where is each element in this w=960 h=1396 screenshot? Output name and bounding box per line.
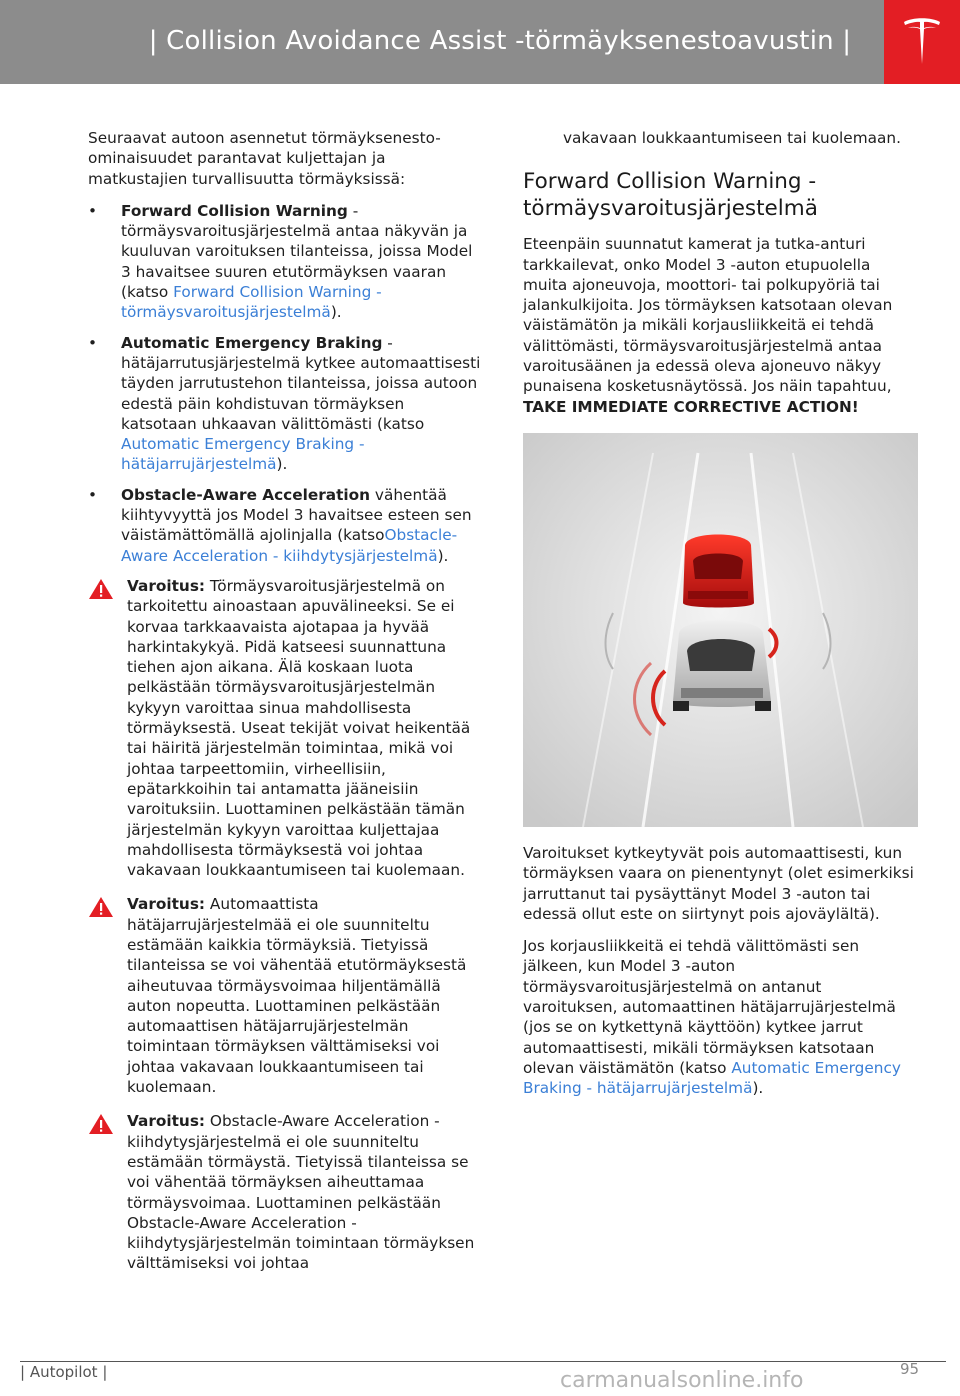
bullet-after: ). [330,303,342,322]
tesla-logo-icon [902,16,942,68]
bullet-text: - törmäysvaroitusjärjestelmä antaa näkyvän ja kuuluvan varoituksen tilanteissa, joissa Model 3 havaitsee suuren etutörmäyksen vaaran (katso [121,201,473,302]
warning-triangle-icon [88,1113,114,1140]
bullet-term: Obstacle-Aware Acceleration [121,485,371,504]
warning-label: Varoitus: [127,1112,206,1131]
right-column [523,128,918,1111]
paragraph-cameras [523,234,918,417]
warning-triangle-icon [88,578,114,605]
own-car-grey [673,620,771,711]
page-title: | Collision Avoidance Assist -törmäyksenestoavustin | [148,26,852,56]
bullet-text: - hätäjarrutusjärjestelmä kytkee automaattisesti täyden jarrutustehon tilanteissa, joissa autoon edestä päin kohdistuvan törmäyksen katsotaan uhkaavan välittömästi (katso [121,333,481,433]
continued-text: vakavaan loukkaantumiseen tai kuolemaan. [563,129,901,147]
illustration-svg [523,433,918,827]
warning-block [88,576,483,880]
link-forward-collision-warning[interactable]: Forward Collision Warning - törmäysvaroitusjärjestelmä [121,283,382,322]
lead-car-red [683,534,754,607]
bullet-after: ). [437,546,449,565]
paragraph-aeb [523,936,918,1098]
warning-block [88,894,483,1097]
warning-text: Törmäysvaroitusjärjestelmä on tarkoitettu ainoastaan apuvälineeksi. Se ei korvaa tarkkaavaista ajotapaa ja hyvää harkintakykyä. Pidä katseesi suunnattuna tiehen ajon aikana. Älä koskaan luota pelkästään törmäysvaroitusjärjestelmän kykyyn varoittaa sinua mahdollisesta törmäyksestä. Useat tekijät voivat heikentää tai häiritä järjestelmän toimintaa, mikä voi johtaa tarpeettomiin, virheellisiin, epätarkkoihin tai antamatta jääneisiin varoituksiin. Luottaminen pelkästään tämän järjestelmän kykyyn varoittaa kuljettajaa mahdollisesta törmäyksestä voi johtaa vakavaan loukkaantumiseen tai kuolemaan. [127,576,471,880]
watermark: carmanualsonline.info [560,1368,804,1393]
paragraph-text: Eteenpäin suunnatut kamerat ja tutka-anturi tarkkailevat, onko Model 3 -auton etupuolella muita ajoneuvoja, moottori- tai polkupyöriä tai jalankulkijoita. Jos törmäyksen katsotaan olevan väistämätön ja mikäli korjausliikkeitä ei tehdä välittömästi, törmäysvaroitusjärjestelmä antaa varoitusäänen ja edessä oleva ajoneuvo näkyy punaisena kosketusnäytössä. Jos näin tapahtuu, [523,235,893,396]
bullet-dot: • [88,333,98,352]
collision-warning-illustration [523,433,918,827]
warning-text: Automaattista hätäjarrujärjestelmää ei ole suunniteltu estämään kaikkia törmäyksiä. Tietyissä tilanteissa se voi vähentää etutörmäyksestä aiheutuvaa törmäysvoimaa hiljentämällä auton nopeutta. Luottaminen pelkästään automaattisen hätäjarrujärjestelmän toimintaan törmäyksen välttämiseksi voi johtaa vakavaan loukkaantumiseen tai kuolemaan. [127,895,467,1097]
link-obstacle-aware-acceleration[interactable]: Obstacle-Aware Acceleration - kiihdytysjärjestelmä [121,526,458,565]
link-automatic-emergency-braking-2[interactable]: Automatic Emergency Braking - hätäjarrujärjestelmä [523,1058,901,1098]
intro-paragraph: Seuraavat autoon asennetut törmäyksenesto-ominaisuudet parantavat kuljettajan ja matkustajien turvallisuutta törmäyksissä: [88,129,441,188]
bullet-automatic-emergency-braking [88,333,483,475]
warning-label: Varoitus: [127,895,206,914]
paragraph-text: Jos korjausliikkeitä ei tehdä välittömästi sen jälkeen, kun Model 3 -auton törmäysvaroitusjärjestelmä on antanut varoituksen, automaattinen hätäjarrujärjestelmä (jos se on kytkettynä käyttöön) kytkee jarrut automaattisesti, mikäli törmäyksen katsotaan olevan väistämätön (katso [523,937,896,1077]
warning-triangle-icon [88,896,114,923]
bullet-term: Automatic Emergency Braking [121,333,383,352]
section-heading: Forward Collision Warning - törmäysvaroitusjärjestelmä [523,169,818,222]
warning-text: Obstacle-Aware Acceleration -kiihdytysjärjestelmä ei ole suunniteltu estämään törmäystä. Tietyissä tilanteissa se voi vähentää törmäyksen aiheuttamaa törmäysvoimaa. Luottaminen pelkästään Obstacle-Aware Acceleration -kiihdytysjärjestelmän toimintaan törmäyksen välttämiseksi voi johtaa [127,1112,475,1273]
bullet-dot: • [88,485,98,504]
bullet-dot: • [88,201,98,220]
paragraph-after: ). [752,1079,764,1098]
bullet-forward-collision-warning [88,201,483,323]
paragraph-warnings-off: Varoitukset kytkeytyvät pois automaattisesti, kun törmäyksen vaara on pienentynyt (olet esimerkiksi jarruttanut tai pysäyttänyt Model 3 -auton tai edessä ollut este on siirtynyt pois ajoväylältä). [523,843,914,923]
footer-divider [20,1361,946,1362]
left-column [88,128,483,1288]
bullet-after: ). [276,455,288,474]
link-automatic-emergency-braking[interactable]: Automatic Emergency Braking -hätäjarrujärjestelmä [121,435,365,474]
logo-box [884,0,960,84]
footer-section-label: | Autopilot | [20,1363,108,1381]
bullet-text: vähentää kiihtyvyyttä jos Model 3 havaitsee esteen sen väistämättömällä ajolinjalla (katso [121,485,472,545]
warning-label: Varoitus: [127,576,206,595]
warning-block [88,1111,483,1273]
corrective-action-text: TAKE IMMEDIATE CORRECTIVE ACTION! [523,397,859,416]
bullet-obstacle-aware-acceleration [88,485,483,566]
bullet-term: Forward Collision Warning [121,201,348,220]
page-number: 95 [900,1360,920,1378]
